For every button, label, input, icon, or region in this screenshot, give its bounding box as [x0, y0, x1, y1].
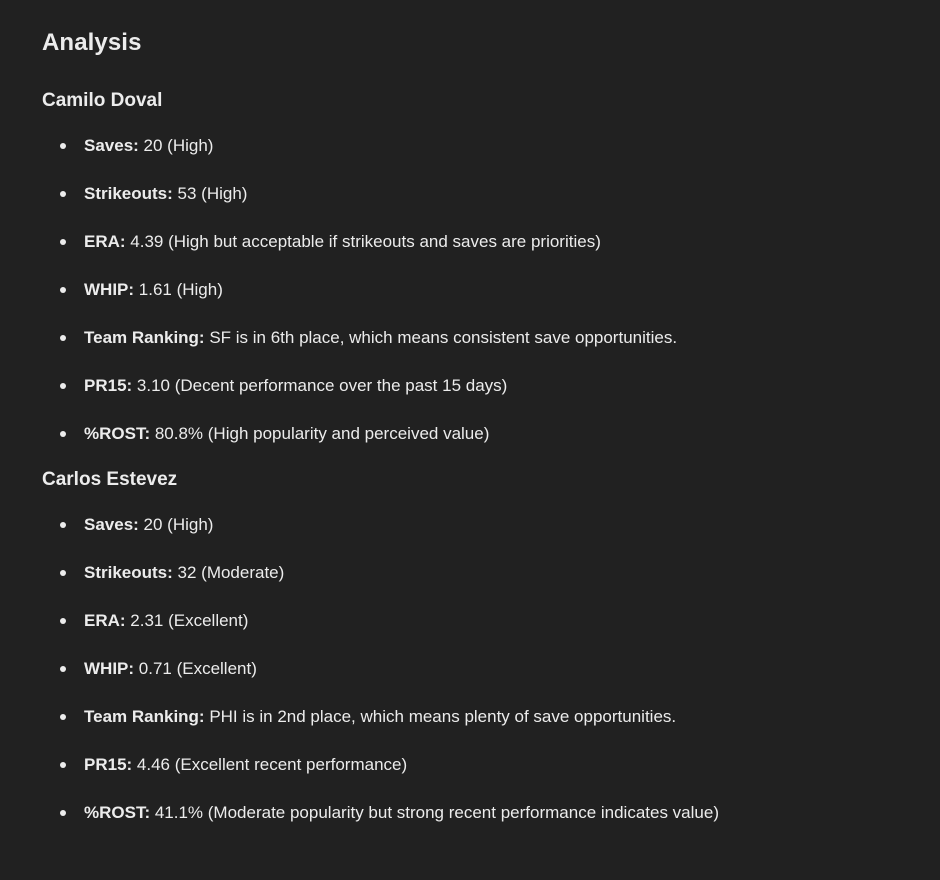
stat-value: 41.1% (Moderate popularity but strong recent performance indicates value): [150, 803, 719, 822]
stat-value: 80.8% (High popularity and perceived value): [150, 424, 490, 443]
stat-value: 4.39 (High but acceptable if strikeouts and saves are priorities): [125, 232, 601, 251]
stat-label: %ROST:: [84, 424, 151, 443]
section-title: Carlos Estevez: [42, 469, 178, 490]
page-title: Analysis: [42, 29, 142, 56]
stat-value: PHI is in 2nd place, which means plenty of save opportunities.: [204, 707, 677, 726]
stat-label: PR15:: [84, 755, 133, 774]
stat-label: PR15:: [84, 376, 133, 395]
stat-value: 1.61 (High): [134, 280, 223, 299]
stat-item: [42, 511, 898, 539]
stat-item: [42, 324, 898, 352]
stat-item: [42, 607, 898, 635]
stat-item: [42, 655, 898, 683]
stat-value: 53 (High): [172, 184, 248, 203]
stat-item: [42, 799, 898, 827]
player-section: [42, 89, 898, 448]
stat-item: [42, 180, 898, 208]
sections: [42, 89, 898, 827]
stat-list: [42, 132, 898, 448]
stat-value: 20 (High): [138, 136, 214, 155]
stat-label: Strikeouts:: [84, 563, 173, 582]
stat-list: [42, 511, 898, 827]
stat-label: Saves:: [84, 515, 139, 534]
stat-value: 32 (Moderate): [172, 563, 285, 582]
stat-item: [42, 420, 898, 448]
stat-label: Team Ranking:: [84, 707, 205, 726]
stat-value: 20 (High): [138, 515, 214, 534]
stat-label: Saves:: [84, 136, 139, 155]
stat-item: [42, 372, 898, 400]
stat-item: [42, 559, 898, 587]
stat-label: Team Ranking:: [84, 328, 205, 347]
stat-label: WHIP:: [84, 280, 135, 299]
stat-label: WHIP:: [84, 659, 135, 678]
stat-item: [42, 132, 898, 160]
stat-item: [42, 228, 898, 256]
stat-item: [42, 703, 898, 731]
stat-label: Strikeouts:: [84, 184, 173, 203]
stat-label: ERA:: [84, 232, 126, 251]
stat-label: %ROST:: [84, 803, 151, 822]
stat-value: 3.10 (Decent performance over the past 15 days): [132, 376, 508, 395]
stat-value: 2.31 (Excellent): [125, 611, 249, 630]
stat-value: 0.71 (Excellent): [134, 659, 257, 678]
stat-item: [42, 276, 898, 304]
stat-item: [42, 751, 898, 779]
player-section: [42, 468, 898, 827]
stat-label: ERA:: [84, 611, 126, 630]
stat-value: SF is in 6th place, which means consistent save opportunities.: [204, 328, 678, 347]
stat-value: 4.46 (Excellent recent performance): [132, 755, 408, 774]
section-title: Camilo Doval: [42, 90, 163, 111]
